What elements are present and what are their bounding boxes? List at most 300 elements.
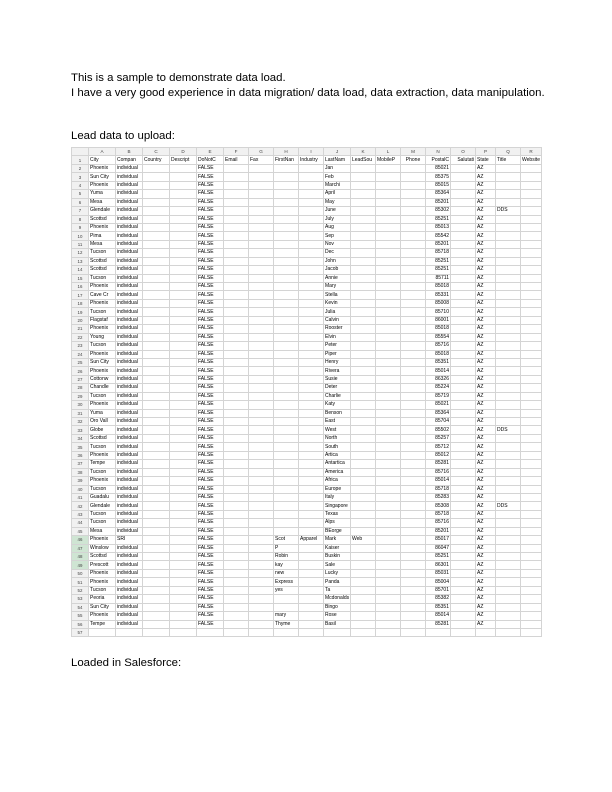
cell[interactable] <box>274 392 299 400</box>
cell[interactable] <box>496 434 521 442</box>
cell[interactable]: North <box>324 434 351 442</box>
cell[interactable] <box>274 401 299 409</box>
cell[interactable]: FALSE <box>197 544 224 552</box>
cell[interactable] <box>170 249 197 257</box>
cell[interactable] <box>376 308 401 316</box>
cell[interactable] <box>224 612 249 620</box>
cell[interactable]: Panda <box>324 578 351 586</box>
cell[interactable] <box>299 553 324 561</box>
cell[interactable] <box>143 418 170 426</box>
cell[interactable] <box>521 603 542 611</box>
cell[interactable] <box>299 434 324 442</box>
cell[interactable] <box>249 249 274 257</box>
cell[interactable] <box>143 392 170 400</box>
cell[interactable] <box>451 612 476 620</box>
cell[interactable] <box>143 553 170 561</box>
row-number[interactable]: 29 <box>72 392 89 400</box>
row-number[interactable]: 50 <box>72 569 89 577</box>
cell[interactable] <box>299 358 324 366</box>
cell[interactable]: BEorge <box>324 527 351 535</box>
cell[interactable] <box>376 527 401 535</box>
cell[interactable] <box>401 485 426 493</box>
cell[interactable] <box>521 460 542 468</box>
cell[interactable] <box>274 240 299 248</box>
cell[interactable] <box>451 198 476 206</box>
cell[interactable] <box>376 628 401 636</box>
cell[interactable]: AZ <box>476 249 496 257</box>
cell[interactable] <box>143 350 170 358</box>
cell[interactable]: 85008 <box>426 299 451 307</box>
cell[interactable]: Yuma <box>89 409 116 417</box>
cell[interactable] <box>401 240 426 248</box>
cell[interactable]: individual <box>116 392 143 400</box>
cell[interactable] <box>224 493 249 501</box>
cell[interactable] <box>376 426 401 434</box>
cell[interactable] <box>224 375 249 383</box>
row-number[interactable]: 10 <box>72 232 89 240</box>
cell[interactable]: AZ <box>476 527 496 535</box>
cell[interactable]: 85004 <box>426 578 451 586</box>
row-number[interactable]: 8 <box>72 215 89 223</box>
cell[interactable] <box>351 510 376 518</box>
cell[interactable] <box>376 198 401 206</box>
cell[interactable] <box>521 510 542 518</box>
cell[interactable] <box>299 468 324 476</box>
cell[interactable]: FALSE <box>197 493 224 501</box>
cell[interactable]: Dec <box>324 249 351 257</box>
cell[interactable] <box>401 586 426 594</box>
cell[interactable] <box>521 283 542 291</box>
cell[interactable]: SRI <box>116 536 143 544</box>
cell[interactable]: individual <box>116 240 143 248</box>
cell[interactable] <box>274 451 299 459</box>
column-header-b[interactable]: B <box>116 148 143 156</box>
row-number[interactable]: 51 <box>72 578 89 586</box>
cell[interactable] <box>170 595 197 603</box>
cell[interactable] <box>324 628 351 636</box>
cell[interactable]: Mesa <box>89 240 116 248</box>
cell[interactable]: individual <box>116 493 143 501</box>
cell[interactable] <box>274 350 299 358</box>
cell[interactable] <box>249 434 274 442</box>
cell[interactable] <box>451 299 476 307</box>
cell[interactable] <box>496 485 521 493</box>
cell[interactable] <box>224 544 249 552</box>
cell[interactable] <box>249 392 274 400</box>
cell[interactable] <box>249 519 274 527</box>
cell[interactable]: Country <box>143 156 170 164</box>
cell[interactable]: Scottsd <box>89 266 116 274</box>
cell[interactable] <box>299 628 324 636</box>
cell[interactable]: 85331 <box>426 291 451 299</box>
cell[interactable] <box>249 612 274 620</box>
cell[interactable]: Artica <box>324 451 351 459</box>
cell[interactable]: FALSE <box>197 578 224 586</box>
cell[interactable] <box>299 451 324 459</box>
cell[interactable] <box>274 595 299 603</box>
cell[interactable]: AZ <box>476 401 496 409</box>
cell[interactable]: 85502 <box>426 426 451 434</box>
row-number[interactable]: 38 <box>72 468 89 476</box>
cell[interactable] <box>299 510 324 518</box>
cell[interactable] <box>451 527 476 535</box>
cell[interactable]: individual <box>116 232 143 240</box>
cell[interactable] <box>351 493 376 501</box>
cell[interactable]: AZ <box>476 409 496 417</box>
cell[interactable]: FALSE <box>197 367 224 375</box>
cell[interactable] <box>351 198 376 206</box>
cell[interactable] <box>351 409 376 417</box>
cell[interactable]: AZ <box>476 519 496 527</box>
cell[interactable]: 85031 <box>426 569 451 577</box>
cell[interactable] <box>170 578 197 586</box>
cell[interactable]: FALSE <box>197 502 224 510</box>
cell[interactable] <box>401 401 426 409</box>
cell[interactable]: AZ <box>476 603 496 611</box>
cell[interactable]: AZ <box>476 316 496 324</box>
row-number[interactable]: 49 <box>72 561 89 569</box>
cell[interactable]: AZ <box>476 291 496 299</box>
cell[interactable] <box>521 190 542 198</box>
cell[interactable]: individual <box>116 468 143 476</box>
cell[interactable] <box>143 544 170 552</box>
cell[interactable] <box>170 401 197 409</box>
cell[interactable] <box>274 274 299 282</box>
cell[interactable]: 85554 <box>426 333 451 341</box>
cell[interactable] <box>351 569 376 577</box>
cell[interactable] <box>274 283 299 291</box>
cell[interactable]: LastNam <box>324 156 351 164</box>
cell[interactable]: Phoenix <box>89 477 116 485</box>
cell[interactable]: FALSE <box>197 257 224 265</box>
cell[interactable] <box>376 325 401 333</box>
cell[interactable] <box>521 426 542 434</box>
cell[interactable] <box>274 257 299 265</box>
cell[interactable] <box>274 510 299 518</box>
cell[interactable]: Winslow <box>89 544 116 552</box>
cell[interactable]: 85716 <box>426 342 451 350</box>
row-number[interactable]: 24 <box>72 350 89 358</box>
row-number[interactable]: 40 <box>72 485 89 493</box>
cell[interactable]: 85364 <box>426 190 451 198</box>
cell[interactable] <box>451 434 476 442</box>
row-number[interactable]: 17 <box>72 291 89 299</box>
cell[interactable] <box>249 173 274 181</box>
cell[interactable]: AZ <box>476 434 496 442</box>
cell[interactable] <box>299 502 324 510</box>
cell[interactable] <box>299 342 324 350</box>
cell[interactable] <box>351 240 376 248</box>
cell[interactable] <box>496 283 521 291</box>
cell[interactable] <box>521 164 542 172</box>
cell[interactable] <box>274 249 299 257</box>
cell[interactable] <box>249 375 274 383</box>
cell[interactable]: FALSE <box>197 215 224 223</box>
cell[interactable] <box>451 468 476 476</box>
cell[interactable] <box>401 325 426 333</box>
cell[interactable] <box>496 628 521 636</box>
cell[interactable] <box>496 586 521 594</box>
cell[interactable] <box>376 249 401 257</box>
cell[interactable]: 86301 <box>426 561 451 569</box>
cell[interactable]: 85281 <box>426 460 451 468</box>
cell[interactable]: City <box>89 156 116 164</box>
cell[interactable] <box>401 502 426 510</box>
cell[interactable]: FALSE <box>197 266 224 274</box>
cell[interactable] <box>376 586 401 594</box>
cell[interactable] <box>274 628 299 636</box>
cell[interactable] <box>376 434 401 442</box>
cell[interactable] <box>351 434 376 442</box>
cell[interactable]: Tucson <box>89 249 116 257</box>
cell[interactable] <box>351 367 376 375</box>
cell[interactable] <box>521 443 542 451</box>
cell[interactable]: 85014 <box>426 367 451 375</box>
cell[interactable] <box>143 620 170 628</box>
cell[interactable] <box>143 375 170 383</box>
row-number[interactable]: 23 <box>72 342 89 350</box>
cell[interactable] <box>143 578 170 586</box>
cell[interactable] <box>143 215 170 223</box>
cell[interactable] <box>376 612 401 620</box>
cell[interactable]: AZ <box>476 561 496 569</box>
cell[interactable]: 85201 <box>426 527 451 535</box>
cell[interactable]: Sep <box>324 232 351 240</box>
cell[interactable]: Marchi <box>324 181 351 189</box>
cell[interactable]: Charlie <box>324 392 351 400</box>
cell[interactable] <box>521 240 542 248</box>
cell[interactable] <box>299 257 324 265</box>
cell[interactable]: Benson <box>324 409 351 417</box>
cell[interactable] <box>249 198 274 206</box>
cell[interactable] <box>170 443 197 451</box>
cell[interactable]: individual <box>116 485 143 493</box>
cell[interactable] <box>249 443 274 451</box>
cell[interactable] <box>376 316 401 324</box>
cell[interactable]: Sun City <box>89 603 116 611</box>
cell[interactable]: FALSE <box>197 443 224 451</box>
cell[interactable]: individual <box>116 367 143 375</box>
cell[interactable]: FALSE <box>197 586 224 594</box>
cell[interactable] <box>451 240 476 248</box>
cell[interactable] <box>299 485 324 493</box>
cell[interactable]: Bingo <box>324 603 351 611</box>
cell[interactable] <box>224 384 249 392</box>
cell[interactable]: 85382 <box>426 595 451 603</box>
cell[interactable]: Compan <box>116 156 143 164</box>
cell[interactable]: Flagstaf <box>89 316 116 324</box>
cell[interactable]: Basil <box>324 620 351 628</box>
cell[interactable] <box>401 164 426 172</box>
cell[interactable]: individual <box>116 451 143 459</box>
cell[interactable] <box>401 257 426 265</box>
cell[interactable] <box>401 595 426 603</box>
cell[interactable] <box>274 173 299 181</box>
cell[interactable] <box>376 460 401 468</box>
cell[interactable]: AZ <box>476 350 496 358</box>
cell[interactable] <box>376 384 401 392</box>
row-number[interactable]: 35 <box>72 443 89 451</box>
cell[interactable]: FALSE <box>197 451 224 459</box>
cell[interactable]: 85281 <box>426 620 451 628</box>
cell[interactable] <box>451 426 476 434</box>
cell[interactable] <box>521 628 542 636</box>
cell[interactable] <box>274 181 299 189</box>
cell[interactable] <box>401 291 426 299</box>
cell[interactable]: Italy <box>324 493 351 501</box>
cell[interactable] <box>299 164 324 172</box>
cell[interactable]: AZ <box>476 173 496 181</box>
cell[interactable] <box>451 485 476 493</box>
cell[interactable] <box>521 350 542 358</box>
cell[interactable] <box>170 325 197 333</box>
cell[interactable]: individual <box>116 266 143 274</box>
cell[interactable]: FALSE <box>197 536 224 544</box>
cell[interactable] <box>401 384 426 392</box>
cell[interactable]: individual <box>116 375 143 383</box>
cell[interactable] <box>351 215 376 223</box>
cell[interactable] <box>143 485 170 493</box>
cell[interactable]: AZ <box>476 544 496 552</box>
cell[interactable] <box>143 325 170 333</box>
cell[interactable] <box>224 536 249 544</box>
cell[interactable]: Sale <box>324 561 351 569</box>
cell[interactable] <box>351 443 376 451</box>
cell[interactable] <box>274 333 299 341</box>
cell[interactable] <box>496 291 521 299</box>
cell[interactable] <box>143 181 170 189</box>
cell[interactable] <box>401 350 426 358</box>
cell[interactable] <box>143 493 170 501</box>
cell[interactable] <box>274 215 299 223</box>
column-header-d[interactable]: D <box>170 148 197 156</box>
cell[interactable] <box>143 342 170 350</box>
cell[interactable] <box>451 578 476 586</box>
cell[interactable] <box>170 299 197 307</box>
cell[interactable] <box>451 316 476 324</box>
cell[interactable] <box>224 257 249 265</box>
cell[interactable]: FALSE <box>197 460 224 468</box>
cell[interactable] <box>143 384 170 392</box>
cell[interactable] <box>451 249 476 257</box>
cell[interactable] <box>451 223 476 231</box>
cell[interactable]: Elvin <box>324 333 351 341</box>
cell[interactable] <box>224 274 249 282</box>
cell[interactable] <box>274 418 299 426</box>
cell[interactable] <box>143 401 170 409</box>
cell[interactable]: 85364 <box>426 409 451 417</box>
cell[interactable]: AZ <box>476 240 496 248</box>
cell[interactable] <box>224 283 249 291</box>
cell[interactable] <box>521 232 542 240</box>
cell[interactable] <box>521 215 542 223</box>
cell[interactable] <box>376 620 401 628</box>
cell[interactable]: kay <box>274 561 299 569</box>
cell[interactable]: Cave Cr <box>89 291 116 299</box>
cell[interactable] <box>351 274 376 282</box>
cell[interactable]: FALSE <box>197 553 224 561</box>
cell[interactable] <box>521 578 542 586</box>
cell[interactable] <box>249 299 274 307</box>
cell[interactable]: AZ <box>476 468 496 476</box>
cell[interactable] <box>274 190 299 198</box>
cell[interactable]: DoNotC <box>197 156 224 164</box>
cell[interactable] <box>224 249 249 257</box>
cell[interactable] <box>170 460 197 468</box>
cell[interactable]: individual <box>116 164 143 172</box>
cell[interactable]: John <box>324 257 351 265</box>
cell[interactable] <box>496 544 521 552</box>
cell[interactable]: Industry <box>299 156 324 164</box>
cell[interactable] <box>299 443 324 451</box>
cell[interactable] <box>401 527 426 535</box>
cell[interactable]: 85716 <box>426 519 451 527</box>
column-header-o[interactable]: O <box>451 148 476 156</box>
cell[interactable]: Yuma <box>89 190 116 198</box>
cell[interactable] <box>274 519 299 527</box>
cell[interactable] <box>351 519 376 527</box>
cell[interactable] <box>170 628 197 636</box>
row-number[interactable]: 45 <box>72 527 89 535</box>
cell[interactable]: AZ <box>476 232 496 240</box>
cell[interactable] <box>143 308 170 316</box>
cell[interactable]: Cottonw <box>89 375 116 383</box>
cell[interactable]: Antartica <box>324 460 351 468</box>
cell[interactable]: FALSE <box>197 325 224 333</box>
cell[interactable]: individual <box>116 578 143 586</box>
cell[interactable] <box>351 595 376 603</box>
cell[interactable]: Express <box>274 578 299 586</box>
cell[interactable] <box>249 561 274 569</box>
cell[interactable] <box>451 291 476 299</box>
cell[interactable] <box>401 274 426 282</box>
cell[interactable] <box>451 620 476 628</box>
cell[interactable] <box>351 477 376 485</box>
cell[interactable] <box>401 392 426 400</box>
cell[interactable]: Tucson <box>89 468 116 476</box>
cell[interactable] <box>521 409 542 417</box>
cell[interactable]: FALSE <box>197 392 224 400</box>
cell[interactable] <box>299 401 324 409</box>
column-header-g[interactable]: G <box>249 148 274 156</box>
cell[interactable] <box>401 173 426 181</box>
cell[interactable] <box>351 527 376 535</box>
cell[interactable]: DDS <box>496 426 521 434</box>
cell[interactable]: Phoenix <box>89 536 116 544</box>
cell[interactable] <box>451 232 476 240</box>
cell[interactable] <box>299 519 324 527</box>
cell[interactable] <box>496 418 521 426</box>
cell[interactable]: individual <box>116 443 143 451</box>
cell[interactable]: 85014 <box>426 477 451 485</box>
cell[interactable]: 85251 <box>426 553 451 561</box>
cell[interactable] <box>274 375 299 383</box>
cell[interactable]: AZ <box>476 493 496 501</box>
cell[interactable] <box>521 434 542 442</box>
cell[interactable] <box>401 316 426 324</box>
cell[interactable]: 85251 <box>426 215 451 223</box>
cell[interactable]: DDS <box>496 502 521 510</box>
cell[interactable]: FALSE <box>197 468 224 476</box>
cell[interactable] <box>401 207 426 215</box>
cell[interactable] <box>451 443 476 451</box>
cell[interactable] <box>143 595 170 603</box>
cell[interactable] <box>170 477 197 485</box>
cell[interactable] <box>249 232 274 240</box>
cell[interactable] <box>401 620 426 628</box>
cell[interactable] <box>299 274 324 282</box>
cell[interactable] <box>224 434 249 442</box>
